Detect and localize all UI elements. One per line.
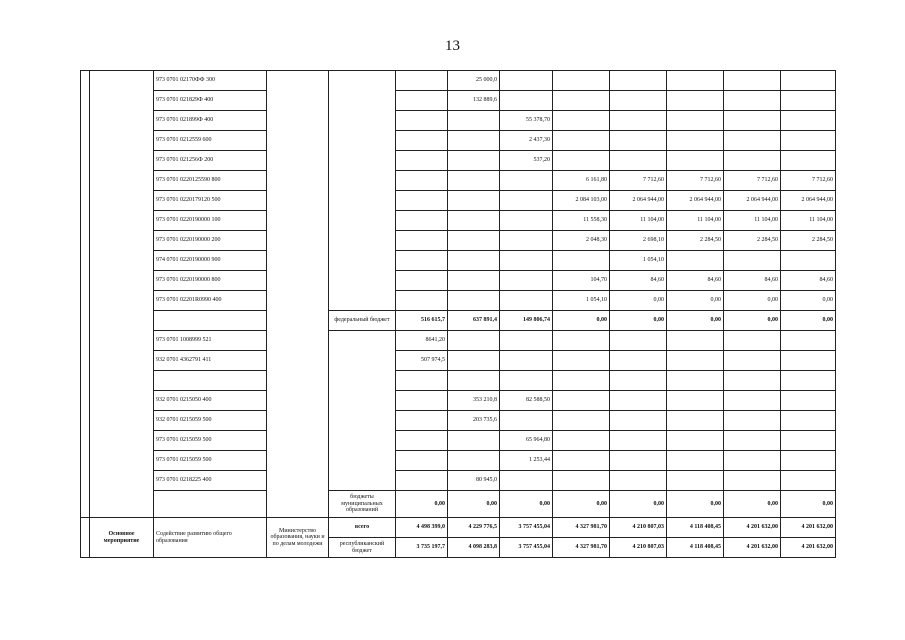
budget-code-cell xyxy=(154,491,267,518)
value-cell xyxy=(781,411,836,431)
value-cell xyxy=(781,451,836,471)
value-cell xyxy=(553,111,610,131)
value-cell: 0,00 xyxy=(667,311,724,331)
table-row xyxy=(81,271,836,291)
value-cell: 4 201 632,00 xyxy=(781,518,836,538)
value-cell: 1 253,44 xyxy=(500,451,553,471)
value-cell: 2 284,50 xyxy=(667,231,724,251)
value-cell: 7 712,60 xyxy=(724,171,781,191)
value-cell: 7 712,60 xyxy=(667,171,724,191)
value-cell: 65 964,80 xyxy=(500,431,553,451)
value-cell xyxy=(500,71,553,91)
table-row xyxy=(81,211,836,231)
value-cell xyxy=(553,351,610,371)
value-cell xyxy=(553,471,610,491)
value-cell xyxy=(781,151,836,171)
value-cell: 25 000,0 xyxy=(448,71,500,91)
value-cell xyxy=(500,331,553,351)
value-cell xyxy=(724,111,781,131)
event-type-cell xyxy=(90,71,154,518)
value-cell: 7 712,60 xyxy=(610,171,667,191)
budget-code-cell: 932 0701 0215050 400 xyxy=(154,391,267,411)
funding-source-cell: всего xyxy=(329,518,396,538)
value-cell: 3 757 455,04 xyxy=(500,518,553,538)
value-cell xyxy=(724,451,781,471)
table-row xyxy=(81,111,836,131)
value-cell xyxy=(724,251,781,271)
value-cell: 0,00 xyxy=(724,491,781,518)
budget-code-cell: 973 0701 0220190000 200 xyxy=(154,231,267,251)
value-cell: 2 284,50 xyxy=(724,231,781,251)
value-cell xyxy=(396,211,448,231)
value-cell: 353 210,8 xyxy=(448,391,500,411)
value-cell: 4 327 981,70 xyxy=(553,518,610,538)
value-cell xyxy=(610,411,667,431)
value-cell: 11 558,30 xyxy=(553,211,610,231)
value-cell xyxy=(396,111,448,131)
value-cell: 0,00 xyxy=(724,291,781,311)
value-cell xyxy=(553,411,610,431)
value-cell xyxy=(396,391,448,411)
value-cell xyxy=(667,411,724,431)
value-cell xyxy=(724,411,781,431)
table-row xyxy=(81,518,836,538)
value-cell xyxy=(500,251,553,271)
value-cell xyxy=(610,351,667,371)
budget-code-cell: 973 0701 02201R0990 400 xyxy=(154,291,267,311)
table-row xyxy=(81,351,836,371)
value-cell xyxy=(396,171,448,191)
funding-source-cell: бюджеты муниципальных образований xyxy=(329,491,396,518)
value-cell xyxy=(448,211,500,231)
value-cell: 0,00 xyxy=(610,311,667,331)
budget-code-cell: 974 0701 0220190000 900 xyxy=(154,251,267,271)
value-cell: 11 104,00 xyxy=(724,211,781,231)
value-cell xyxy=(781,431,836,451)
value-cell xyxy=(781,71,836,91)
value-cell xyxy=(724,351,781,371)
value-cell xyxy=(610,111,667,131)
value-cell xyxy=(667,351,724,371)
event-type-cell: Основное мероприятие xyxy=(90,518,154,558)
value-cell xyxy=(667,471,724,491)
value-cell xyxy=(500,371,553,391)
value-cell xyxy=(448,431,500,451)
funding-source-cell xyxy=(329,331,396,491)
value-cell: 507 974,5 xyxy=(396,351,448,371)
table-row xyxy=(81,391,836,411)
value-cell xyxy=(500,171,553,191)
value-cell xyxy=(500,271,553,291)
value-cell: 0,00 xyxy=(724,311,781,331)
value-cell xyxy=(396,131,448,151)
value-cell xyxy=(667,251,724,271)
budget-code-cell: 973 0701 0220190000 100 xyxy=(154,211,267,231)
value-cell: 0,00 xyxy=(396,491,448,518)
table-row xyxy=(81,491,836,518)
value-cell: 132 889,6 xyxy=(448,91,500,111)
page-number: 13 xyxy=(445,38,460,54)
value-cell: 2 064 944,00 xyxy=(667,191,724,211)
value-cell xyxy=(553,371,610,391)
value-cell xyxy=(610,71,667,91)
value-cell xyxy=(667,451,724,471)
value-cell xyxy=(553,451,610,471)
value-cell xyxy=(448,351,500,371)
value-cell: 2 698,10 xyxy=(610,231,667,251)
budget-code-cell: 932 0701 4362791 411 xyxy=(154,351,267,371)
value-cell xyxy=(396,271,448,291)
value-cell: 4 210 807,03 xyxy=(610,518,667,538)
value-cell xyxy=(667,111,724,131)
budget-code-cell xyxy=(154,371,267,391)
value-cell xyxy=(448,151,500,171)
table-row xyxy=(81,331,836,351)
value-cell xyxy=(724,151,781,171)
value-cell xyxy=(667,71,724,91)
budget-code-cell: 973 0701 0212559 600 xyxy=(154,131,267,151)
value-cell: 203 735,6 xyxy=(448,411,500,431)
budget-code-cell: 973 0701 021899Ф 400 xyxy=(154,111,267,131)
value-cell xyxy=(396,291,448,311)
value-cell xyxy=(448,111,500,131)
value-cell xyxy=(396,71,448,91)
value-cell xyxy=(553,331,610,351)
value-cell: 0,00 xyxy=(667,291,724,311)
value-cell xyxy=(448,331,500,351)
value-cell: 149 806,74 xyxy=(500,311,553,331)
value-cell xyxy=(667,331,724,351)
table-row xyxy=(81,291,836,311)
value-cell xyxy=(396,371,448,391)
budget-code-cell: 973 0701 1008999 521 xyxy=(154,331,267,351)
table-row xyxy=(81,311,836,331)
value-cell xyxy=(724,431,781,451)
value-cell xyxy=(724,91,781,111)
value-cell xyxy=(610,331,667,351)
value-cell xyxy=(448,371,500,391)
value-cell: 6 161,80 xyxy=(553,171,610,191)
value-cell: 4 118 408,45 xyxy=(667,538,724,558)
value-cell xyxy=(610,431,667,451)
value-cell: 84,60 xyxy=(781,271,836,291)
table-row xyxy=(81,171,836,191)
value-cell xyxy=(667,131,724,151)
index-cell xyxy=(81,71,90,518)
table-row xyxy=(81,411,836,431)
value-cell xyxy=(553,251,610,271)
value-cell xyxy=(667,431,724,451)
budget-code-cell: 932 0701 0215059 500 xyxy=(154,411,267,431)
value-cell: 0,00 xyxy=(781,291,836,311)
event-name-cell: Содействие развитию общего образования xyxy=(154,518,267,558)
budget-table xyxy=(80,70,836,558)
value-cell: 84,60 xyxy=(610,271,667,291)
value-cell: 637 891,4 xyxy=(448,311,500,331)
value-cell xyxy=(610,131,667,151)
value-cell: 0,00 xyxy=(448,491,500,518)
table-row xyxy=(81,191,836,211)
value-cell xyxy=(610,391,667,411)
value-cell xyxy=(448,251,500,271)
table-row xyxy=(81,131,836,151)
value-cell: 82 588,50 xyxy=(500,391,553,411)
value-cell: 0,00 xyxy=(500,491,553,518)
executor-cell xyxy=(267,71,329,518)
value-cell: 2 048,30 xyxy=(553,231,610,251)
value-cell xyxy=(448,451,500,471)
table-body xyxy=(81,71,836,558)
budget-code-cell: 973 0701 02170ФФ 300 xyxy=(154,71,267,91)
value-cell xyxy=(724,71,781,91)
value-cell xyxy=(781,351,836,371)
value-cell: 84,60 xyxy=(724,271,781,291)
table-row xyxy=(81,91,836,111)
budget-code-cell: 973 0701 0215059 500 xyxy=(154,431,267,451)
value-cell xyxy=(724,391,781,411)
value-cell xyxy=(667,371,724,391)
value-cell: 0,00 xyxy=(667,491,724,518)
value-cell: 516 615,7 xyxy=(396,311,448,331)
value-cell: 11 104,00 xyxy=(667,211,724,231)
value-cell: 4 201 632,00 xyxy=(724,518,781,538)
value-cell: 4 201 632,00 xyxy=(781,538,836,558)
value-cell xyxy=(781,391,836,411)
value-cell: 3 735 197,7 xyxy=(396,538,448,558)
value-cell xyxy=(610,451,667,471)
funding-source-cell xyxy=(329,71,396,311)
value-cell xyxy=(448,171,500,191)
value-cell: 4 498 399,0 xyxy=(396,518,448,538)
value-cell xyxy=(448,291,500,311)
value-cell xyxy=(396,251,448,271)
value-cell: 3 757 455,04 xyxy=(500,538,553,558)
value-cell: 2 437,30 xyxy=(500,131,553,151)
funding-source-cell: федеральный бюджет xyxy=(329,311,396,331)
value-cell: 80 945,0 xyxy=(448,471,500,491)
value-cell: 0,00 xyxy=(781,491,836,518)
value-cell: 2 084 103,00 xyxy=(553,191,610,211)
value-cell xyxy=(396,151,448,171)
value-cell: 0,00 xyxy=(553,491,610,518)
budget-code-cell: 973 0701 0220179120 500 xyxy=(154,191,267,211)
value-cell: 0,00 xyxy=(553,311,610,331)
value-cell xyxy=(500,191,553,211)
value-cell: 7 712,60 xyxy=(781,171,836,191)
value-cell: 4 118 408,45 xyxy=(667,518,724,538)
value-cell xyxy=(610,151,667,171)
value-cell xyxy=(553,431,610,451)
table-row xyxy=(81,451,836,471)
budget-code-cell: 973 0701 0220125590 800 xyxy=(154,171,267,191)
budget-code-cell: 973 0701 0220190000 800 xyxy=(154,271,267,291)
value-cell xyxy=(553,391,610,411)
value-cell xyxy=(448,231,500,251)
table-row xyxy=(81,371,836,391)
value-cell: 1 054,10 xyxy=(610,251,667,271)
table-row xyxy=(81,71,836,91)
value-cell xyxy=(724,131,781,151)
value-cell: 4 098 283,8 xyxy=(448,538,500,558)
table-row xyxy=(81,151,836,171)
value-cell xyxy=(610,371,667,391)
value-cell xyxy=(396,471,448,491)
value-cell: 55 378,70 xyxy=(500,111,553,131)
table-row xyxy=(81,231,836,251)
value-cell xyxy=(396,451,448,471)
table-row xyxy=(81,431,836,451)
value-cell xyxy=(781,371,836,391)
budget-code-cell: 973 0701 0215059 500 xyxy=(154,451,267,471)
value-cell xyxy=(396,91,448,111)
funding-source-cell: республиканский бюджет xyxy=(329,538,396,558)
value-cell xyxy=(667,391,724,411)
value-cell xyxy=(667,91,724,111)
value-cell xyxy=(553,91,610,111)
value-cell xyxy=(781,111,836,131)
value-cell xyxy=(396,431,448,451)
budget-code-cell: 973 0701 021829Ф 400 xyxy=(154,91,267,111)
value-cell: 11 104,00 xyxy=(781,211,836,231)
value-cell: 0,00 xyxy=(610,291,667,311)
table-row xyxy=(81,251,836,271)
value-cell xyxy=(396,231,448,251)
value-cell: 8641,20 xyxy=(396,331,448,351)
value-cell xyxy=(500,231,553,251)
value-cell: 2 064 944,00 xyxy=(610,191,667,211)
value-cell xyxy=(724,331,781,351)
value-cell xyxy=(500,411,553,431)
value-cell: 104,70 xyxy=(553,271,610,291)
executor-cell: Министерство образования, науки и по делам молодежи xyxy=(267,518,329,558)
value-cell xyxy=(553,151,610,171)
value-cell xyxy=(553,131,610,151)
value-cell: 537,20 xyxy=(500,151,553,171)
value-cell: 4 201 632,00 xyxy=(724,538,781,558)
budget-code-cell: 973 0701 021256Ф 200 xyxy=(154,151,267,171)
value-cell xyxy=(448,131,500,151)
value-cell xyxy=(448,191,500,211)
value-cell xyxy=(448,271,500,291)
value-cell: 11 104,00 xyxy=(610,211,667,231)
value-cell xyxy=(781,331,836,351)
value-cell xyxy=(781,471,836,491)
value-cell xyxy=(667,151,724,171)
value-cell: 4 229 776,5 xyxy=(448,518,500,538)
value-cell: 4 210 807,03 xyxy=(610,538,667,558)
value-cell xyxy=(781,91,836,111)
value-cell: 1 054,10 xyxy=(553,291,610,311)
value-cell xyxy=(610,471,667,491)
value-cell: 84,60 xyxy=(667,271,724,291)
value-cell xyxy=(500,211,553,231)
value-cell xyxy=(500,91,553,111)
value-cell: 0,00 xyxy=(610,491,667,518)
value-cell xyxy=(781,131,836,151)
value-cell xyxy=(781,251,836,271)
value-cell xyxy=(500,471,553,491)
value-cell xyxy=(396,191,448,211)
budget-code-cell xyxy=(154,311,267,331)
value-cell xyxy=(724,471,781,491)
value-cell xyxy=(500,291,553,311)
value-cell: 0,00 xyxy=(781,311,836,331)
budget-code-cell: 973 0701 0218225 400 xyxy=(154,471,267,491)
value-cell xyxy=(553,71,610,91)
value-cell xyxy=(500,351,553,371)
value-cell: 2 064 944,00 xyxy=(724,191,781,211)
value-cell xyxy=(396,411,448,431)
value-cell xyxy=(610,91,667,111)
value-cell: 2 284,50 xyxy=(781,231,836,251)
value-cell xyxy=(724,371,781,391)
value-cell: 4 327 981,70 xyxy=(553,538,610,558)
index-cell xyxy=(81,518,90,558)
value-cell: 2 064 944,00 xyxy=(781,191,836,211)
table-row xyxy=(81,471,836,491)
